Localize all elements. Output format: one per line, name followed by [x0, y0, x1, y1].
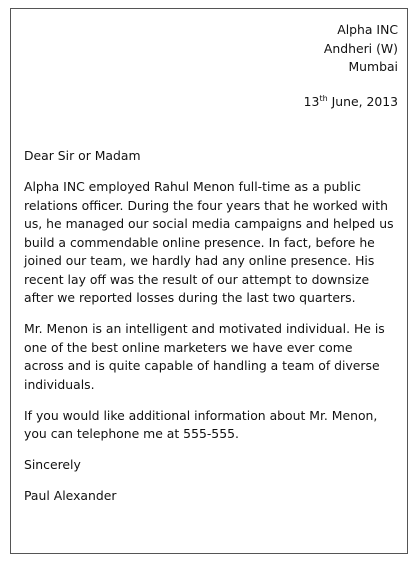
paragraph-qualities: Mr. Menon is an intelligent and motivated individual. He is one of the best online marketers we have ever come across and is quite capable of handling a team of diverse individuals. — [24, 321, 385, 392]
sender-address — [324, 21, 398, 77]
paragraph-employment: Alpha INC employed Rahul Menon full-time as a public relations officer. During the four years that he worked with us, he managed our social media campaigns and helped us build a commendable online presence. In fact, before he joined our team, we hardly had any online presence. His recent lay off was the result of our attempt to downsize after we reported losses during the last two quarters. — [24, 179, 394, 305]
signature-name: Paul Alexander — [24, 488, 117, 503]
sender-city: Mumbai — [348, 59, 398, 74]
sender-company: Alpha INC — [337, 22, 398, 37]
closing: Sincerely — [24, 457, 81, 472]
date-month-year: June, 2013 — [327, 94, 398, 109]
letter-page — [10, 8, 408, 554]
date-ordinal-suffix: th — [319, 94, 328, 103]
salutation: Dear Sir or Madam — [24, 148, 141, 163]
letter-date — [304, 94, 398, 109]
sender-locality: Andheri (W) — [323, 40, 398, 56]
paragraph-contact: If you would like additional information about Mr. Menon, you can telephone me at 555-555. — [24, 407, 378, 441]
date-day: 13 — [303, 94, 320, 109]
letter-body — [24, 147, 396, 518]
